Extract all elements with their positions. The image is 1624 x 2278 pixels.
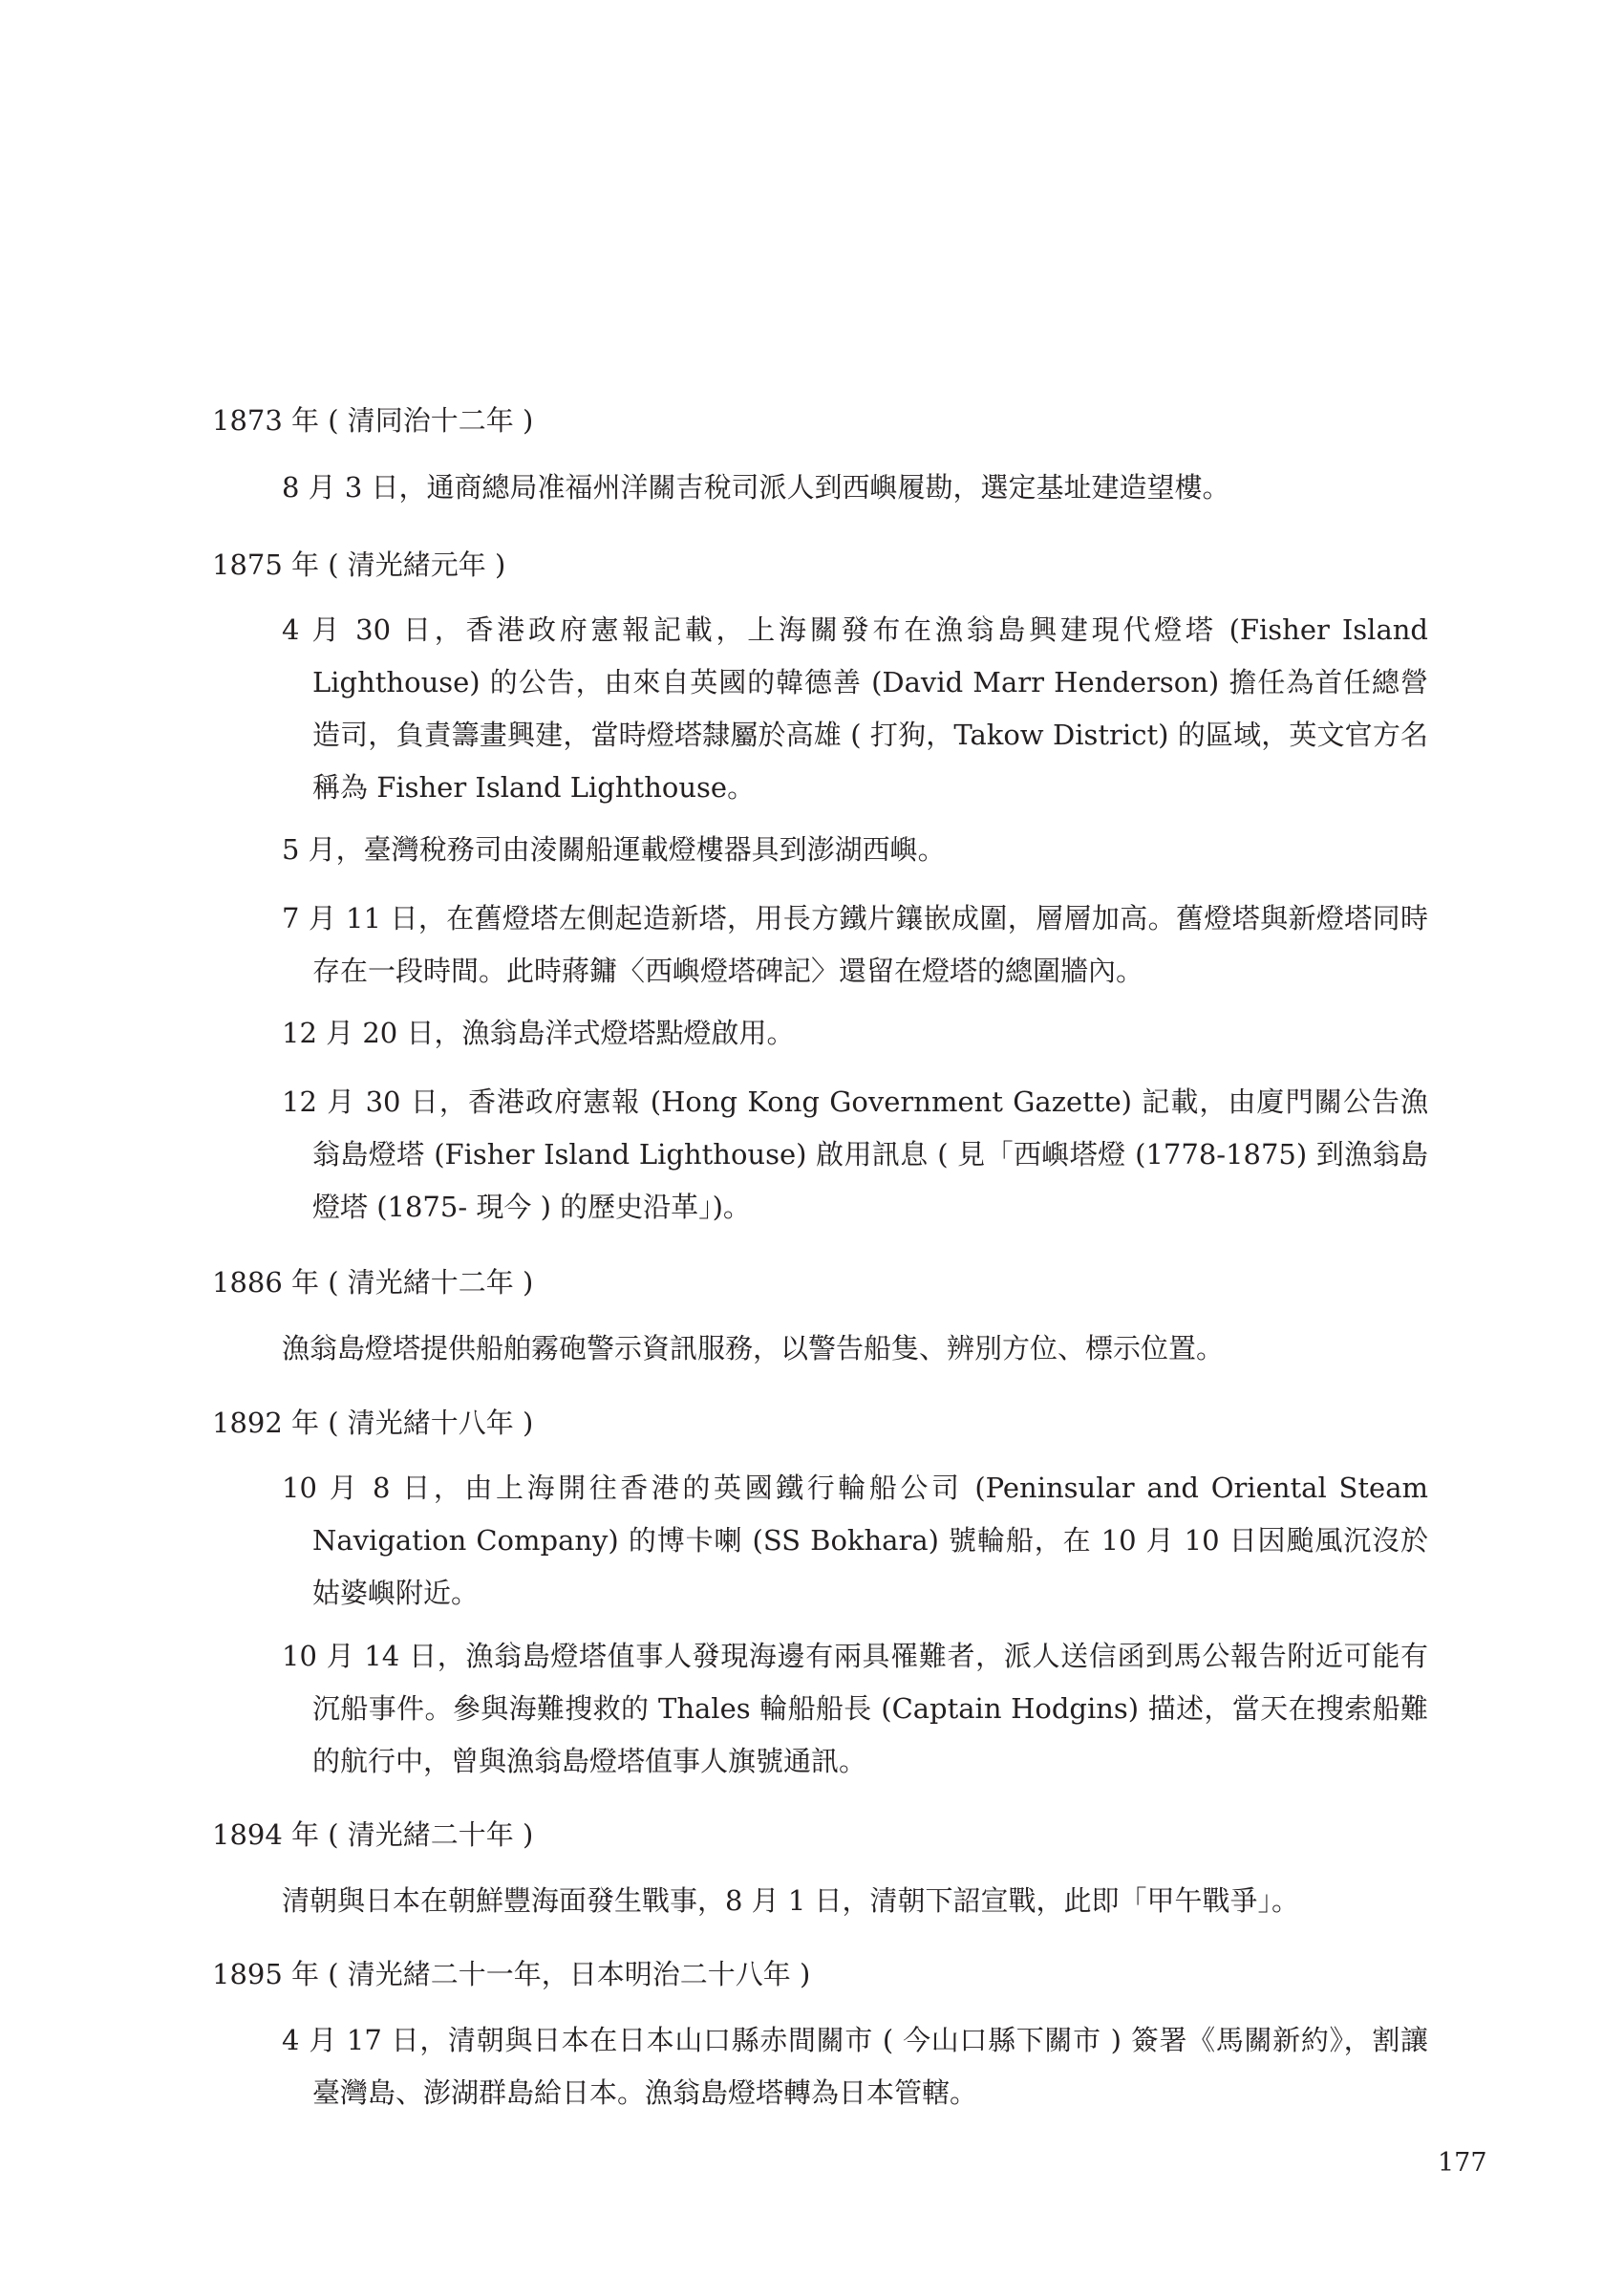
page-number: 177 — [1438, 2148, 1487, 2178]
year-heading-1873: 1873 年 ( 清同治十二年 ) — [212, 404, 534, 437]
entry-1886-1: 漁翁島燈塔提供船舶霧砲警示資訊服務，以警告船隻、辨別方位、標示位置。 — [282, 1332, 1225, 1365]
entry-1875-3: 7 月 11 日，在舊燈塔左側起造新塔，用長方鐵片鑲嵌成圍，層層加高。舊燈塔與新燈塔同時存在一段時間。此時蔣鏞〈西嶼燈塔碑記〉還留在燈塔的總圍牆內。 — [282, 902, 1428, 987]
entry-1875-2: 5 月，臺灣稅務司由淩關船運載燈樓器具到澎湖西嶼。 — [282, 833, 946, 866]
year-heading-1895: 1895 年 ( 清光緒二十一年，日本明治二十八年 ) — [212, 1958, 811, 1990]
year-heading-1875: 1875 年 ( 清光緒元年 ) — [212, 548, 506, 581]
year-heading-1892: 1892 年 ( 清光緒十八年 ) — [212, 1407, 534, 1439]
entry-1875-4: 12 月 20 日，漁翁島洋式燈塔點燈啟用。 — [282, 1017, 795, 1049]
entry-1894-1: 清朝與日本在朝鮮豐海面發生戰事，8 月 1 日，清朝下詔宣戰，此即「甲午戰爭」。 — [282, 1884, 1300, 1917]
year-heading-1886: 1886 年 ( 清光緒十二年 ) — [212, 1266, 534, 1299]
entry-1875-5: 12 月 30 日，香港政府憲報 (Hong Kong Government Gazette) 記載，由廈門關公告漁翁島燈塔 (Fisher Island Lighthouse) 啟用訊息 ( 見「西嶼塔燈 (1778-1875) 到漁翁島燈塔 (1875- 現今 ) 的歷史沿革」)。 — [282, 1085, 1428, 1223]
year-heading-1894: 1894 年 ( 清光緒二十年 ) — [212, 1818, 534, 1851]
entry-1892-1: 10 月 8 日，由上海開往香港的英國鐵行輪船公司 (Peninsular and Oriental Steam Navigation Company) 的博卡喇 (SS Bokhara) 號輪船，在 10 月 10 日因颱風沉沒於姑婆嶼附近。 — [282, 1472, 1428, 1609]
entry-1892-2: 10 月 14 日，漁翁島燈塔值事人發現海邊有兩具罹難者，派人送信函到馬公報告附近可能有沉船事件。參與海難搜救的 Thales 輪船船長 (Captain Hodgins) 描述，當天在搜索船難的航行中，曾與漁翁島燈塔值事人旗號通訊。 — [282, 1640, 1428, 1777]
entry-1873-1: 8 月 3 日，通商總局准福州洋關吉稅司派人到西嶼履勘，選定基址建造望樓。 — [282, 471, 1230, 504]
entry-1895-1: 4 月 17 日，清朝與日本在日本山口縣赤間關市 ( 今山口縣下關市 ) 簽署《馬關新約》，割讓臺灣島、澎湖群島給日本。漁翁島燈塔轉為日本管轄。 — [282, 2024, 1428, 2109]
entry-1875-1: 4 月 30 日，香港政府憲報記載，上海關發布在漁翁島興建現代燈塔 (Fisher Island Lighthouse) 的公告，由來自英國的韓德善 (David Marr Henderson) 擔任為首任總營造司，負責籌畫興建，當時燈塔隸屬於高雄 ( 打狗，Takow District) 的區域，英文官方名稱為 Fisher Island Lighthouse。 — [282, 613, 1428, 804]
